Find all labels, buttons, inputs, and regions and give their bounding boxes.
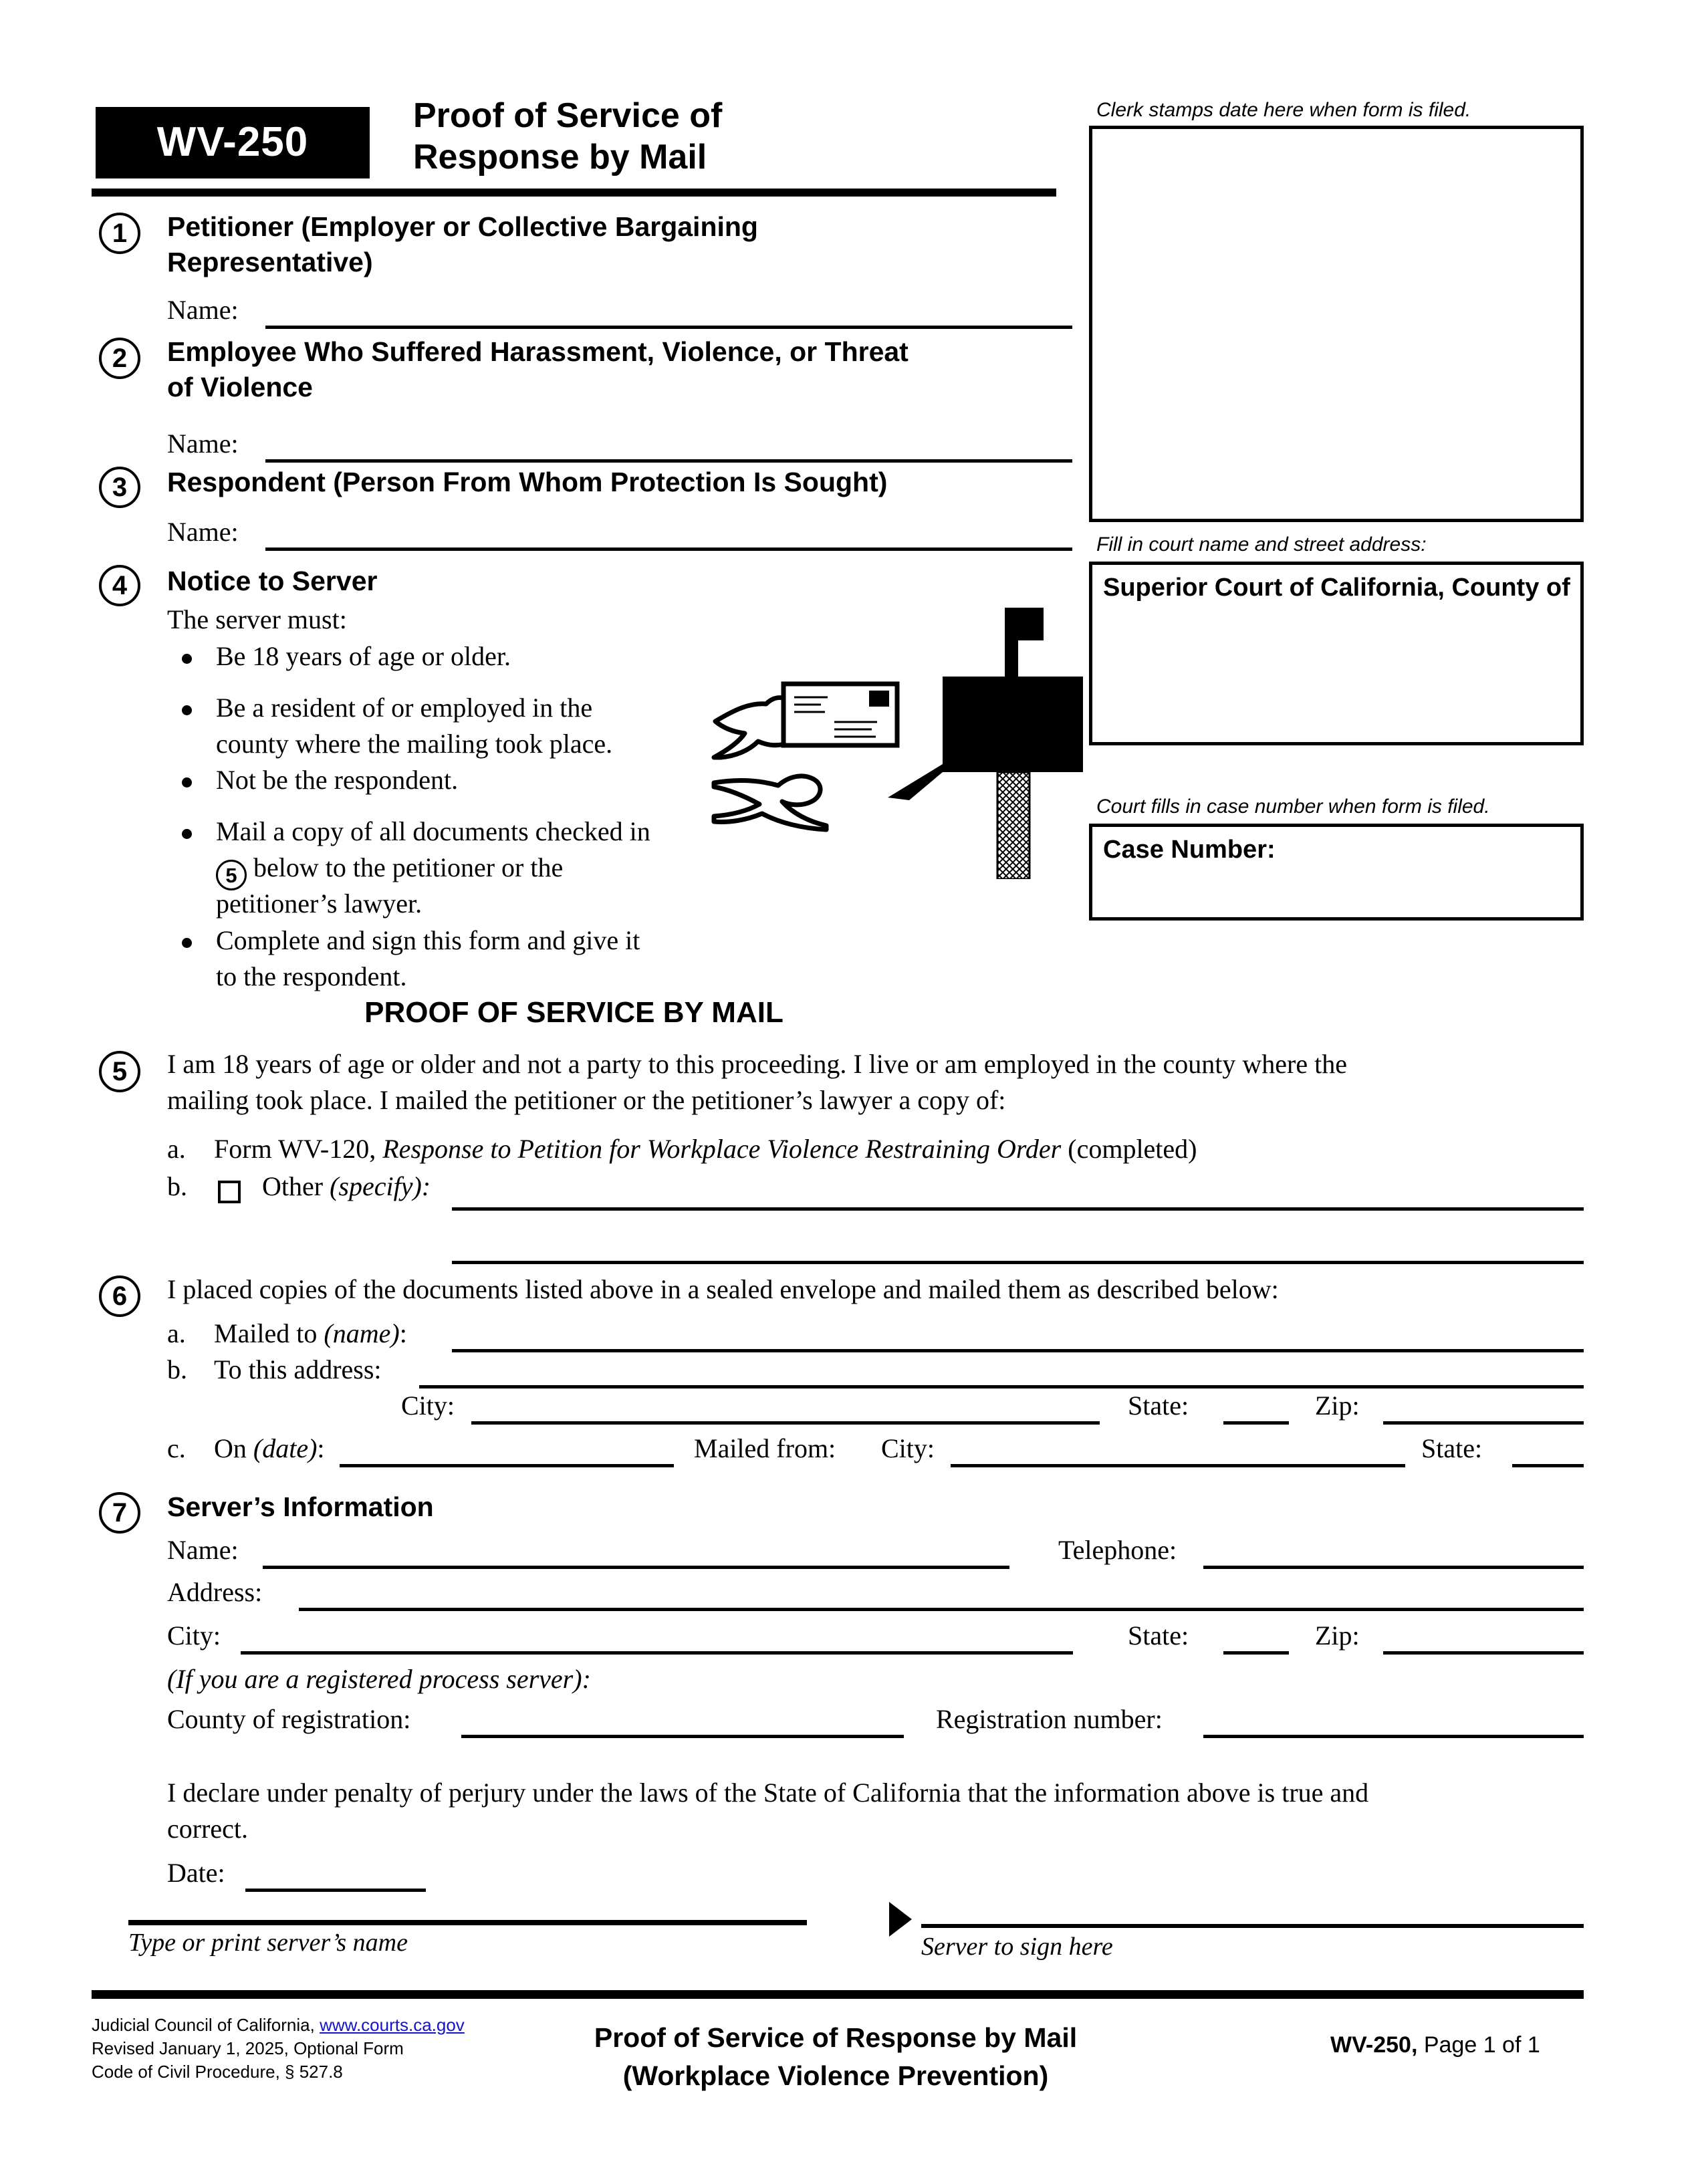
section-7-registration-number-label: Registration number: xyxy=(936,1704,1163,1734)
signature-caption: Server to sign here xyxy=(921,1933,1113,1961)
step-number-6: 6 xyxy=(99,1276,140,1317)
bullet-point-icon xyxy=(182,938,192,948)
section-5-line-1: I am 18 years of age or older and not a party to this proceeding. I live or am employed in the county where the xyxy=(167,1049,1347,1079)
section-2-heading-line-1: Employee Who Suffered Harassment, Violence, or Threat xyxy=(167,336,909,367)
section-2-name-label: Name: xyxy=(167,429,239,459)
footer-form-number: WV-250, xyxy=(1330,2032,1418,2058)
process-server-note: (If you are a registered process server): xyxy=(167,1664,591,1694)
section-7-heading: Server’s Information xyxy=(167,1491,434,1522)
print-name-caption: Type or print server’s name xyxy=(128,1929,408,1957)
section-6-item-b-letter: b. xyxy=(167,1354,187,1384)
clerk-stamp-box[interactable] xyxy=(1089,126,1584,522)
step-number-2: 2 xyxy=(99,338,140,379)
footer-form-title: Proof of Service of Response by Mail xyxy=(594,2022,1078,2053)
bullet-point-icon xyxy=(182,777,192,787)
section-4-bullet-2-line-2: county where the mailing took place. xyxy=(216,729,613,759)
section-2-heading-line-2: of Violence xyxy=(167,372,313,402)
section-3-name-label: Name: xyxy=(167,517,239,547)
section-7-zip-input[interactable] xyxy=(1383,1651,1584,1655)
signature-pointer-icon xyxy=(889,1902,912,1937)
section-7-zip-label: Zip: xyxy=(1315,1620,1360,1651)
court-name-caption: Fill in court name and street address: xyxy=(1096,533,1427,556)
section-6-from-state-label: State: xyxy=(1421,1433,1483,1463)
form-title-line-1: Proof of Service of xyxy=(413,96,723,135)
section-6-address-input[interactable] xyxy=(419,1385,1584,1388)
section-4-bullet-4-line-2 xyxy=(216,850,563,890)
section-4-bullet-3: Not be the respondent. xyxy=(216,765,459,795)
step-number-3: 3 xyxy=(99,467,140,508)
section-5-item-a-pre: Form WV-120, xyxy=(214,1134,376,1164)
section-1-name-input[interactable] xyxy=(265,326,1072,329)
declaration-line-2: correct. xyxy=(167,1814,249,1844)
section-5-item-a-letter: a. xyxy=(167,1134,186,1164)
bullet-point-icon xyxy=(182,829,192,839)
section-6-on-label: On xyxy=(214,1433,247,1463)
mailbox-illustration xyxy=(709,578,1083,879)
section-7-address-label: Address: xyxy=(167,1577,263,1607)
form-number-badge: WV-250 xyxy=(96,107,370,178)
other-checkbox[interactable] xyxy=(218,1181,241,1203)
section-7-name-input[interactable] xyxy=(263,1566,1009,1569)
section-5-other-label: Other xyxy=(262,1171,324,1201)
section-6-from-city-label: City: xyxy=(881,1433,935,1463)
courts-website-link[interactable]: www.courts.ca.gov xyxy=(320,2015,465,2035)
section-6-mailed-to-input[interactable] xyxy=(452,1349,1584,1352)
declaration-line-1: I declare under penalty of perjury under the laws of the State of California that the information above is true and xyxy=(167,1778,1369,1808)
footer-code-line: Code of Civil Procedure, § 527.8 xyxy=(92,2062,343,2082)
section-6-date-input[interactable] xyxy=(340,1464,674,1467)
section-6-city-label: City: xyxy=(401,1390,455,1421)
header-divider xyxy=(92,189,1056,197)
section-6-address-label: To this address: xyxy=(214,1354,382,1384)
section-4-bullet-2-line-1: Be a resident of or employed in the xyxy=(216,693,593,723)
section-6-date-hint: (date) xyxy=(253,1433,318,1463)
section-7-county-registration-label: County of registration: xyxy=(167,1704,411,1734)
section-6-mailed-to-colon: : xyxy=(399,1318,407,1348)
section-2-heading xyxy=(167,334,1070,405)
section-6-date-colon: : xyxy=(317,1433,325,1463)
section-5-item-a-italic: Response to Petition for Workplace Violence Restraining Order xyxy=(382,1134,1062,1164)
section-6-date-label xyxy=(214,1431,325,1467)
section-7-telephone-input[interactable] xyxy=(1203,1566,1584,1569)
inline-step-reference-5: 5 xyxy=(216,860,247,890)
section-6-city-input[interactable] xyxy=(471,1421,1100,1425)
signature-line[interactable] xyxy=(921,1924,1584,1928)
proof-of-service-heading: PROOF OF SERVICE BY MAIL xyxy=(364,996,783,1029)
section-5-specify-label: (specify): xyxy=(330,1171,431,1201)
step-number-4: 4 xyxy=(99,565,140,606)
section-5-item-b-text xyxy=(262,1169,431,1205)
section-5-line-2: mailing took place. I mailed the petitioner or the petitioner’s lawyer a copy of: xyxy=(167,1085,1006,1115)
section-7-telephone-label: Telephone: xyxy=(1058,1535,1177,1565)
bullet-point-icon xyxy=(182,705,192,715)
section-6-mailed-to-name-hint: (name) xyxy=(324,1318,400,1348)
form-title xyxy=(413,95,1048,178)
section-3-heading: Respondent (Person From Whom Protection Is Sought) xyxy=(167,467,888,497)
section-6-item-c-letter: c. xyxy=(167,1433,186,1463)
clerk-stamp-caption: Clerk stamps date here when form is filed. xyxy=(1096,99,1471,121)
section-4-bullet-4-line-3: petitioner’s lawyer. xyxy=(216,888,423,919)
section-3-name-input[interactable] xyxy=(265,548,1072,551)
section-6-from-city-input[interactable] xyxy=(951,1464,1405,1467)
section-4-bullet-5-line-2: to the respondent. xyxy=(216,961,407,991)
section-4-heading: Notice to Server xyxy=(167,566,378,596)
section-6-zip-label: Zip: xyxy=(1315,1390,1360,1421)
section-5-item-a-text xyxy=(214,1131,1591,1167)
step-number-7: 7 xyxy=(99,1492,140,1534)
section-5-item-a-post: (completed) xyxy=(1068,1134,1197,1164)
section-6-mailed-from-label: Mailed from: xyxy=(694,1433,836,1463)
section-7-registration-number-input[interactable] xyxy=(1203,1735,1584,1738)
declaration-date-label: Date: xyxy=(167,1858,225,1888)
section-6-line-1: I placed copies of the documents listed above in a sealed envelope and mailed them as described below: xyxy=(167,1274,1279,1304)
section-6-mailed-to-label: Mailed to xyxy=(214,1318,318,1348)
footer-page-number: Page 1 of 1 xyxy=(1417,2032,1540,2058)
case-number-caption: Court fills in case number when form is filed. xyxy=(1096,796,1490,818)
section-7-state-input[interactable] xyxy=(1223,1651,1289,1655)
form-title-line-2: Response by Mail xyxy=(413,138,707,176)
print-name-line[interactable] xyxy=(128,1920,807,1925)
footer-right-block xyxy=(1330,2032,1540,2058)
section-4-bullet-4-line-2-text: below to the petitioner or the xyxy=(253,852,564,882)
section-1-heading xyxy=(167,209,1056,280)
section-6-item-a-label xyxy=(214,1316,407,1352)
section-7-address-input[interactable] xyxy=(299,1608,1584,1611)
section-1-heading-line-2: Representative) xyxy=(167,247,373,277)
section-2-name-input[interactable] xyxy=(265,459,1072,463)
declaration-date-input[interactable] xyxy=(245,1889,426,1892)
section-6-state-label: State: xyxy=(1128,1390,1189,1421)
section-7-city-input[interactable] xyxy=(241,1651,1073,1655)
section-6-zip-input[interactable] xyxy=(1383,1421,1584,1425)
section-5-item-b-letter: b. xyxy=(167,1171,187,1201)
section-7-state-label: State: xyxy=(1128,1620,1189,1651)
section-5-other-input-line-1[interactable] xyxy=(452,1207,1584,1211)
section-7-name-label: Name: xyxy=(167,1535,239,1565)
section-7-county-registration-input[interactable] xyxy=(461,1735,904,1738)
bullet-point-icon xyxy=(182,654,192,664)
footer-form-subtitle: (Workplace Violence Prevention) xyxy=(622,2060,1049,2091)
footer-judicial-council-text: Judicial Council of California, xyxy=(92,2015,315,2035)
section-5-other-input-line-2[interactable] xyxy=(452,1261,1584,1264)
section-6-item-a-letter: a. xyxy=(167,1318,186,1348)
section-4-bullet-4-line-1: Mail a copy of all documents checked in xyxy=(216,816,650,846)
section-7-city-label: City: xyxy=(167,1620,221,1651)
section-6-state-input[interactable] xyxy=(1223,1421,1289,1425)
footer-revised-line: Revised January 1, 2025, Optional Form xyxy=(92,2038,404,2058)
section-1-name-label: Name: xyxy=(167,295,239,325)
footer-center-block xyxy=(401,2019,1270,2095)
step-number-5: 5 xyxy=(99,1051,140,1092)
section-6-from-state-input[interactable] xyxy=(1512,1464,1584,1467)
step-number-1: 1 xyxy=(99,213,140,254)
section-4-bullet-5-line-1: Complete and sign this form and give it xyxy=(216,925,640,955)
footer-divider xyxy=(92,1990,1584,1999)
section-4-bullet-1: Be 18 years of age or older. xyxy=(216,641,511,671)
court-name-heading: Superior Court of California, County of xyxy=(1103,574,1570,602)
section-4-intro: The server must: xyxy=(167,604,347,634)
section-1-heading-line-1: Petitioner (Employer or Collective Bargaining xyxy=(167,211,758,242)
case-number-heading: Case Number: xyxy=(1103,836,1276,864)
